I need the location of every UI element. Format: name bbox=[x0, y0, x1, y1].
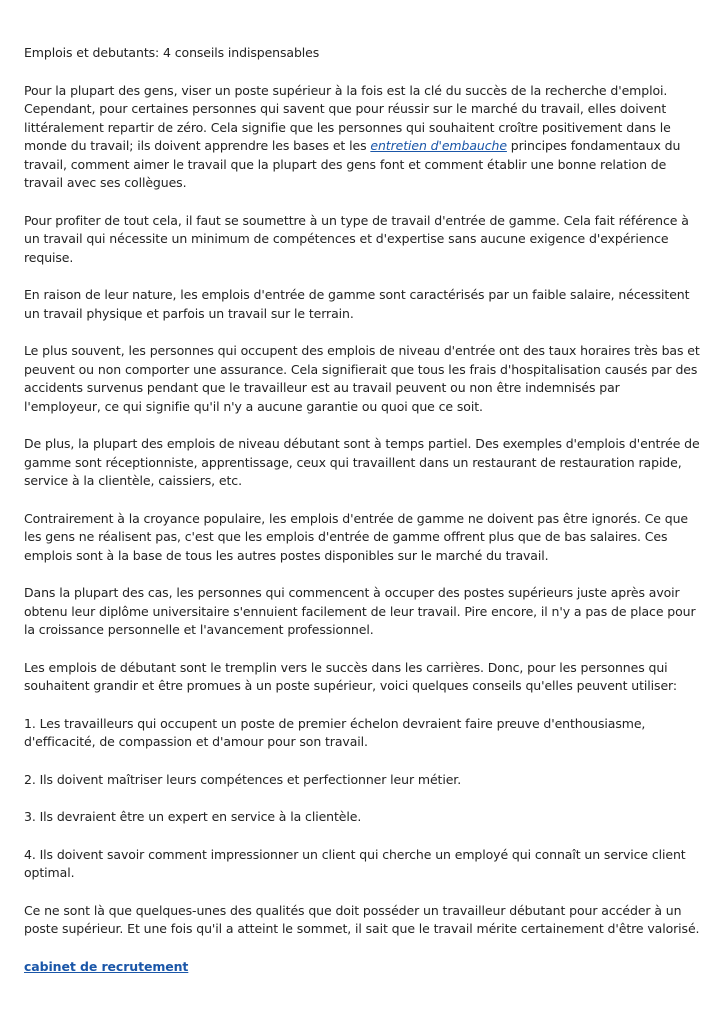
document-page bbox=[24, 44, 700, 995]
paragraph-hourly-rates: Le plus souvent, les personnes qui occupent des emplois de niveau d'entrée ont des taux horaires très bas et peuvent ou non comporter une assurance. Cela signifierait que tous les frais d'hospitalisation causés par des accidents survenus pendant que le travailleur est au travail peuvent ou non être indemnisés par l'employeur, ce qui signifie qu'il n'y a aucune garantie ou quoi que ce soit. bbox=[24, 343, 700, 414]
document-title: Emplois et debutants: 4 conseils indispensables bbox=[24, 45, 320, 60]
tip-item: 2. Ils doivent maîtriser leurs compétences et perfectionner leur métier. bbox=[24, 771, 462, 787]
tip-item: 1. Les travailleurs qui occupent un poste de premier échelon devraient faire preuve d'enthousiasme, d'efficacité, de compassion et d'amour pour son travail. bbox=[24, 715, 646, 749]
paragraph-part-time: De plus, la plupart des emplois de niveau débutant sont à temps partiel. Des exemples d'emplois d'entrée de gamme sont réceptionniste, apprentissage, ceux qui travaillent dans un restaurant de restauration rapide, service à la clientèle, caissiers, etc. bbox=[24, 436, 700, 488]
footer-link-container bbox=[24, 958, 700, 977]
tip-item: 4. Ils doivent savoir comment impressionner un client qui cherche un employé qui connaît un service client optimal. bbox=[24, 846, 686, 880]
paragraph-intro-text-after: principes fondamentaux du travail, comment aimer le travail que la plupart des gens font et comment établir une bonne relation de travail avec ses collègues. bbox=[24, 138, 681, 190]
entretien-embauche-link[interactable]: entretien d'embauche bbox=[370, 138, 507, 153]
paragraph-graduates: Dans la plupart des cas, les personnes qui commencent à occuper des postes supérieurs juste après avoir obtenu leur diplôme universitaire s'ennuient facilement de leur travail. Pire encore, il n'y a pas de place pour la croissance personnelle et l'avancement professionnel. bbox=[24, 585, 696, 637]
paragraph-stepping-stone: Les emplois de débutant sont le tremplin vers le succès dans les carrières. Donc, pour les personnes qui souhaitent grandir et être promues à un poste supérieur, voici quelques conseils qu'elles peuvent utiliser: bbox=[24, 659, 677, 693]
paragraph-intro-text-before: Pour la plupart des gens, viser un poste supérieur à la fois est la clé du succès de la recherche d'emploi. Cependant, pour certaines personnes qui savent que pour réussir sur le marché du travail, elles doivent littéralement repartir de zéro. Cela signifie que les personnes qui souhaitent croître positivement dans le monde du travail; ils doivent apprendre les bases et les bbox=[24, 82, 671, 153]
paragraph-conclusion: Ce ne sont là que quelques-unes des qualités que doit posséder un travailleur débutant pour accéder à un poste supérieur. Et une fois qu'il a atteint le sommet, il sait que le travail mérite certainement d'être valorisé. bbox=[24, 902, 700, 936]
paragraph-entry-level: Pour profiter de tout cela, il faut se soumettre à un type de travail d'entrée de gamme. Cela fait référence à un travail qui nécessite un minimum de compétences et d'expertise sans aucune exigence d'expérience requise. bbox=[24, 212, 689, 265]
tip-item: 3. Ils devraient être un expert en service à la clientèle. bbox=[24, 809, 362, 824]
paragraph-intro bbox=[24, 82, 700, 193]
paragraph-popular-belief: Contrairement à la croyance populaire, les emplois d'entrée de gamme ne doivent pas être ignorés. Ce que les gens ne réalisent pas, c'est que les emplois d'entrée de gamme offrent plus que de bas salaires. Ces emplois sont à la base de tous les autres postes disponibles sur le marché du travail. bbox=[24, 510, 688, 563]
cabinet-recrutement-link[interactable]: cabinet de recrutement bbox=[24, 958, 189, 974]
paragraph-nature: En raison de leur nature, les emplois d'entrée de gamme sont caractérisés par un faible salaire, nécessitent un travail physique et parfois un travail sur le terrain. bbox=[24, 287, 690, 321]
